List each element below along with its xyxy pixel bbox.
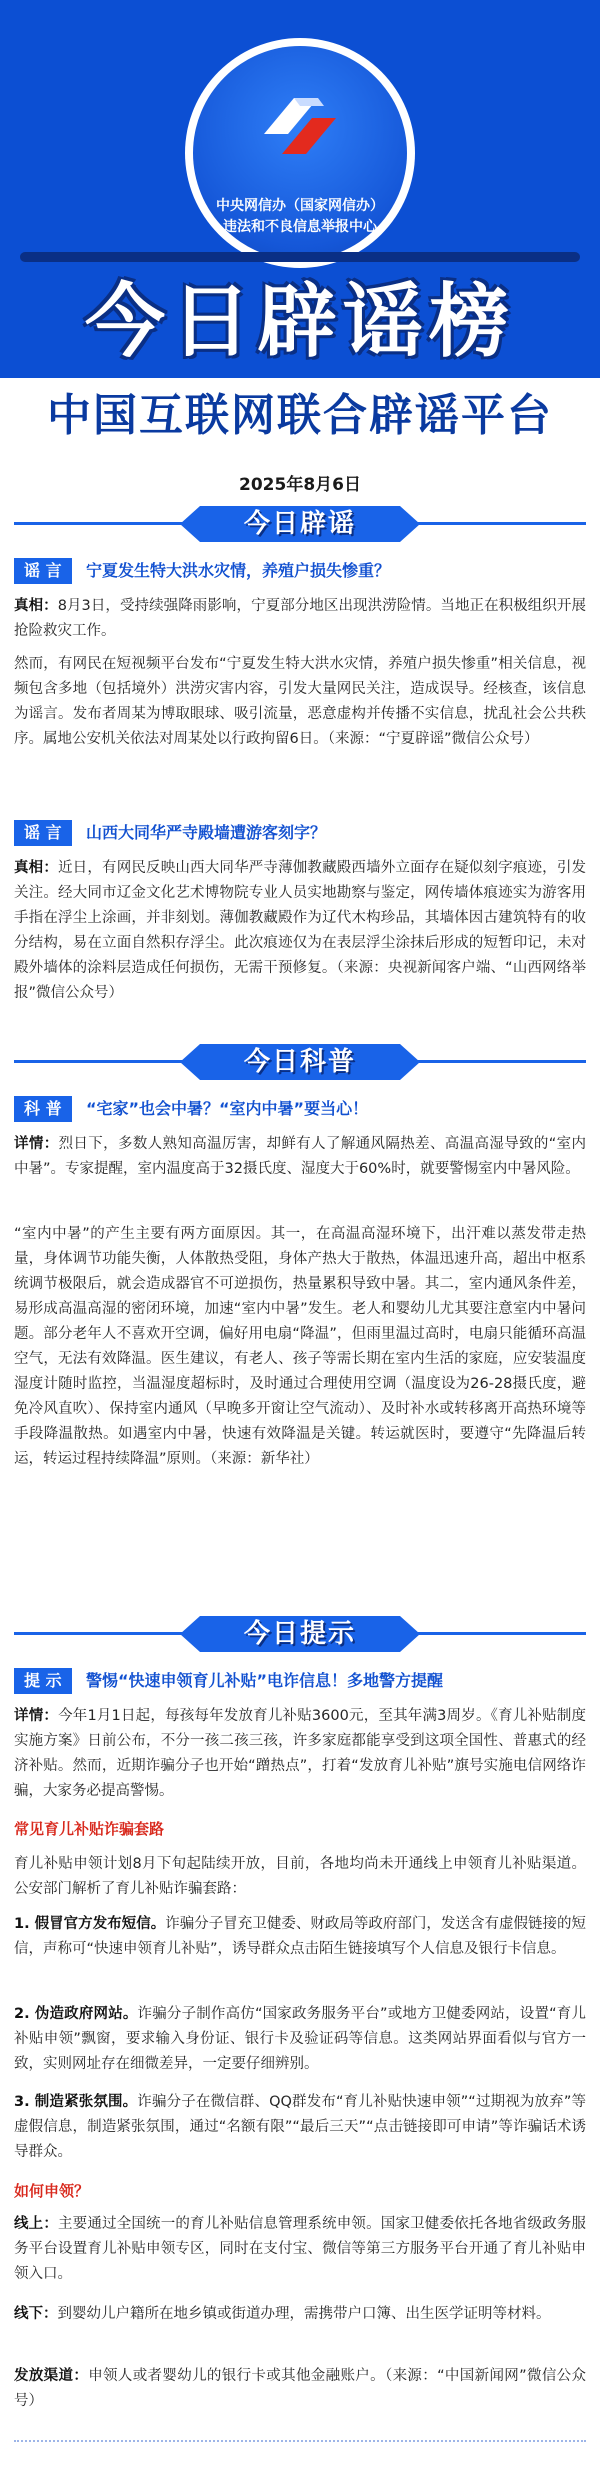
- item-body: 育儿补贴申领计划8月下旬起陆续开放，目前，各地均尚未开通线上申领育儿补贴渠道。公安部门解析了育儿补贴诈骗套路：: [14, 1856, 586, 1897]
- item-tag: 科 普: [14, 1096, 72, 1122]
- tip-3-text: 诈骗分子在微信群、QQ群发布“育儿补贴快速申领”“过期视为放弃”等虚假信息，制造紧张氛围，通过“名额有限”“最后三天”“点击链接即可申请”等诈骗话术诱导群众。: [14, 2094, 586, 2160]
- item-header: [14, 1666, 586, 1696]
- tip-2-lead: 2. 伪造政府网站。: [14, 2006, 138, 2022]
- page-subtitle: 中国互联网联合辟谣平台: [47, 390, 553, 441]
- lead-label: 详情：: [14, 1136, 59, 1152]
- channel-text: 申领人或者婴幼儿的银行卡或其他金融账户。（来源：“中国新闻网”微信公众号）: [14, 2368, 586, 2409]
- item-header: [14, 818, 586, 848]
- online-text: 主要通过全国统一的育儿补贴信息管理系统申领。国家卫健委依托各地省级政务服务平台设置育儿补贴申领专区，同时在支付宝、微信等第三方服务平台开通了育儿补贴申领入口。: [14, 2216, 586, 2282]
- subheading-scam-tricks: 常见育儿补贴诈骗套路: [14, 1820, 165, 1838]
- header-banner: [0, 0, 600, 460]
- offline-text: 到婴幼儿户籍所在地乡镇或街道办理，需携带户口簿、出生医学证明等材料。: [57, 2306, 551, 2322]
- item-headline: 宁夏发生特大洪水灾情，养殖户损失惨重？: [86, 561, 391, 580]
- item-body: [14, 1704, 586, 1804]
- item-tag: 谣 言: [14, 820, 72, 846]
- tip-2-text: 诈骗分子制作高仿“国家政务服务平台”或地方卫健委网站，设置“育儿补贴申领”飘窗，要求输入身份证、银行卡及验证码等信息。这类网站界面看似与官方一致，实则网址存在细微差异，一定要仔细辨别。: [14, 2006, 586, 2072]
- section-banner-science: [0, 1040, 600, 1084]
- item-body: 然而，有网民在短视频平台发布“宁夏发生特大洪水灾情，养殖户损失惨重”相关信息，视频包含多地（包括境外）洪涝灾害内容，引发大量网民关注，造成误导。经核查，该信息为谣言。发布者周某为博取眼球、吸引流量，恶意虚构并传播不实信息，扰乱社会公共秩序。属地公安机关依法对周某处以行政拘留6日。（来源：“宁夏辟谣”微信公众号）: [14, 656, 586, 747]
- section-title-science: 今日科普: [243, 1047, 356, 1077]
- tip-1-text: 诈骗分子冒充卫健委、财政局等政府部门，发送含有虚假链接的短信，声称可“快速申领育儿补贴”，诱导群众点击陌生链接填写个人信息及银行卡信息。: [14, 1916, 587, 1957]
- item-headline: 山西大同华严寺殿墙遭游客刻字？: [86, 823, 327, 842]
- org-line-1: 中央网信办（国家网信办）: [216, 198, 384, 214]
- apply-online: [14, 2212, 586, 2287]
- apply-offline: [14, 2302, 586, 2327]
- tip-1-lead: 1. 假冒官方发布短信。: [14, 1916, 166, 1932]
- page-title: 今日辟谣榜: [85, 275, 515, 368]
- body-text: 今年1月1日起，每孩每年发放育儿补贴3600元，至其年满3周岁。《育儿补贴制度实施方案》日前公布，不分一孩二孩三孩，许多家庭都能享受到这项全国性、普惠式的经济补贴。然而，近期诈骗分子也开始“蹭热点”，打着“发放育儿补贴”旗号实施电信网络诈骗，大家务必提高警惕。: [14, 1708, 587, 1799]
- lead-label: 真相：: [14, 598, 58, 614]
- body-text: 烈日下，多数人熟知高温厉害，却鲜有人了解通风隔热差、高温高湿导致的“室内中暑”。专家提醒，室内温度高于32摄氏度、湿度大于60%时，就要警惕室内中暑风险。: [14, 1136, 587, 1177]
- payment-channel: [14, 2364, 586, 2414]
- online-lead: 线上：: [14, 2216, 59, 2232]
- body-text: 8月3日，受持续强降雨影响，宁夏部分地区出现洪涝险情。当地正在积极组织开展抢险救灾工作。: [14, 598, 587, 639]
- tip-3-lead: 3. 制造紧张氛围。: [14, 2094, 138, 2110]
- body-text: 近日，有网民反映山西大同华严寺薄伽教藏殿西墙外立面存在疑似刻字痕迹，引发关注。经大同市辽金文化艺术博物院专业人员实地勘察与鉴定，网传墙体痕迹实为游客用手指在浮尘上涂画，并非刻划。薄伽教藏殿作为辽代木构珍品，其墙体因古建筑特有的收分结构，易在立面自然积存浮尘。此次痕迹仅为在表层浮尘涂抹后形成的短暂印记，未对殿外墙体的涂料层造成任何损伤，无需干预修复。（来源：央视新闻客户端、“山西网络举报”微信公众号）: [14, 860, 586, 1001]
- title-underbar: [20, 252, 580, 262]
- item-headline: 警惕“快速申领育儿补贴”电诈信息！多地警方提醒: [86, 1671, 444, 1690]
- item-body: [14, 1132, 586, 1182]
- section-title-debunk: 今日辟谣: [243, 509, 356, 539]
- section-banner-debunk: [0, 502, 600, 546]
- item-tag: 提 示: [14, 1668, 72, 1694]
- logo-icon: [248, 74, 352, 178]
- offline-lead: 线下：: [14, 2306, 58, 2322]
- tip-2: [14, 2002, 586, 2077]
- item-body: [14, 856, 586, 1006]
- item-header: [14, 1094, 586, 1124]
- logo-badge: [185, 38, 415, 268]
- channel-lead: 发放渠道：: [14, 2368, 89, 2384]
- subheading-how-to-apply: 如何申领？: [14, 2182, 90, 2200]
- item-body: “室内中暑”的产生主要有两方面原因。其一，在高温高湿环境下，出汗难以蒸发带走热量，身体调节功能失衡，人体散热受阻，身体产热大于散热，体温迅速升高，超出中枢系统调节极限后，就会造成器官不可逆损伤，热量累积导致中暑。其二，室内通风条件差，易形成高温高湿的密闭环境，加速“室内中暑”发生。老人和婴幼儿尤其要注意室内中暑问题。部分老年人不喜欢开空调，偏好用电扇“降温”，但雨里温过高时，电扇只能循环高温空气，无法有效降温。医生建议，有老人、孩子等需长期在室内生活的家庭，应安装温度湿度计随时监控，当温湿度超标时，及时通过合理使用空调（温度设为26-28摄氏度，避免冷风直吹）、保持室内通风（早晚多开窗让空气流动）、及时补水或转移离开高热环境等手段降温散热。如遇室内中暑，快速有效降温是关键。转运就医时，要遵守“先降温后转运，转运过程持续降温”原则。（来源：新华社）: [14, 1226, 586, 1467]
- item-headline: “宅家”也会中暑？“室内中暑”要当心！: [86, 1099, 369, 1118]
- issue-date: 2025年8月6日: [239, 475, 361, 495]
- item-header: [14, 556, 586, 586]
- item-tag: 谣 言: [14, 558, 72, 584]
- section-banner-tips: [0, 1612, 600, 1656]
- org-line-2: 违法和不良信息举报中心: [223, 219, 377, 235]
- lead-label: 详情：: [14, 1708, 59, 1724]
- subtitle-strip: [0, 378, 600, 460]
- item-body: [14, 594, 586, 644]
- tip-3: [14, 2090, 586, 2165]
- footer-divider: [14, 2440, 586, 2443]
- section-title-tips: 今日提示: [243, 1619, 356, 1649]
- lead-label: 真相：: [14, 860, 59, 876]
- tip-1: [14, 1912, 586, 1962]
